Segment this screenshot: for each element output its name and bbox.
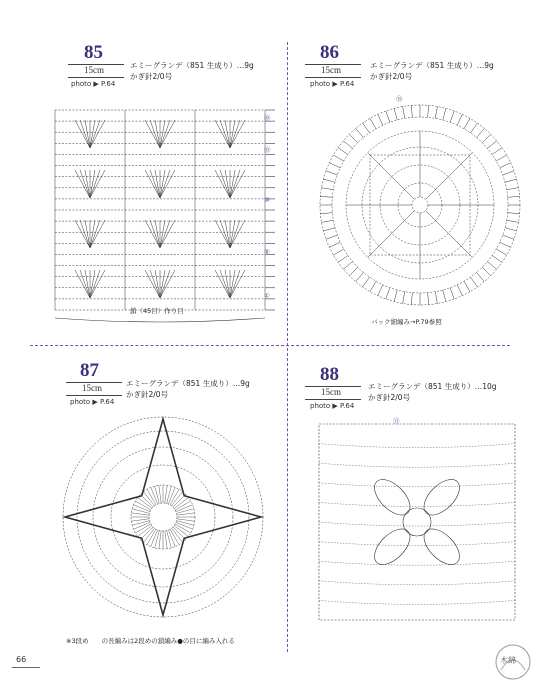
row-marker: ⑮ <box>264 146 271 154</box>
photo-ref: photo ▶ P.64 <box>310 80 355 88</box>
size-rule <box>305 77 361 78</box>
note-caption: ※3段め の長編みは2段めの鎖編み●の目に編み入れる <box>66 637 235 645</box>
row-marker: ⑩ <box>264 196 270 204</box>
chart-88-diagram <box>315 420 520 625</box>
reverse-sc-caption: バック細編み→P.79参照 <box>371 318 442 326</box>
hook-info: かぎ針2/0号 <box>370 72 413 81</box>
horizontal-divider <box>30 345 510 346</box>
page-number-rule <box>12 667 40 668</box>
yarn-info: エミーグランデ（851 生成り）…9g <box>126 379 250 388</box>
yarn-info: エミーグランデ（851 生成り）…9g <box>130 61 254 70</box>
photo-ref: photo ▶ P.64 <box>71 80 116 88</box>
row-marker: ① <box>264 292 270 300</box>
size-rule <box>68 77 124 78</box>
hook-info: かぎ針2/0号 <box>368 393 411 402</box>
pattern-number: 86 <box>320 42 339 63</box>
photo-ref: photo ▶ P.64 <box>310 402 355 410</box>
row-marker: ⑤ <box>264 248 270 256</box>
hook-info: かぎ針2/0号 <box>130 72 173 81</box>
size-label: 15cm <box>82 383 102 393</box>
size-label: 15cm <box>321 65 341 75</box>
yarn-info: エミーグランデ（851 生成り）…9g <box>370 61 494 70</box>
size-label: 15cm <box>321 387 341 397</box>
row-marker: ⑮ <box>396 95 403 103</box>
size-label: 15cm <box>84 65 104 75</box>
pattern-number: 85 <box>84 42 103 63</box>
pattern-number: 88 <box>320 364 339 385</box>
foundation-caption: 鎖（45目）作り目 <box>130 307 184 315</box>
chart-85-diagram <box>50 100 280 325</box>
photo-ref: photo ▶ P.64 <box>70 398 115 406</box>
watermark-label: 木綿 <box>500 656 516 665</box>
chart-86-diagram <box>310 95 530 315</box>
row-marker: ⑱ <box>264 114 271 122</box>
page-number: 66 <box>16 655 27 664</box>
pattern-number: 87 <box>80 360 99 381</box>
hook-info: かぎ針2/0号 <box>126 390 169 399</box>
size-rule <box>305 399 361 400</box>
vertical-divider <box>287 42 288 652</box>
yarn-info: エミーグランデ（851 生成り）…10g <box>368 382 497 391</box>
row-marker: ⑪ <box>393 417 400 425</box>
chart-87-diagram <box>58 412 268 622</box>
size-rule <box>66 395 122 396</box>
